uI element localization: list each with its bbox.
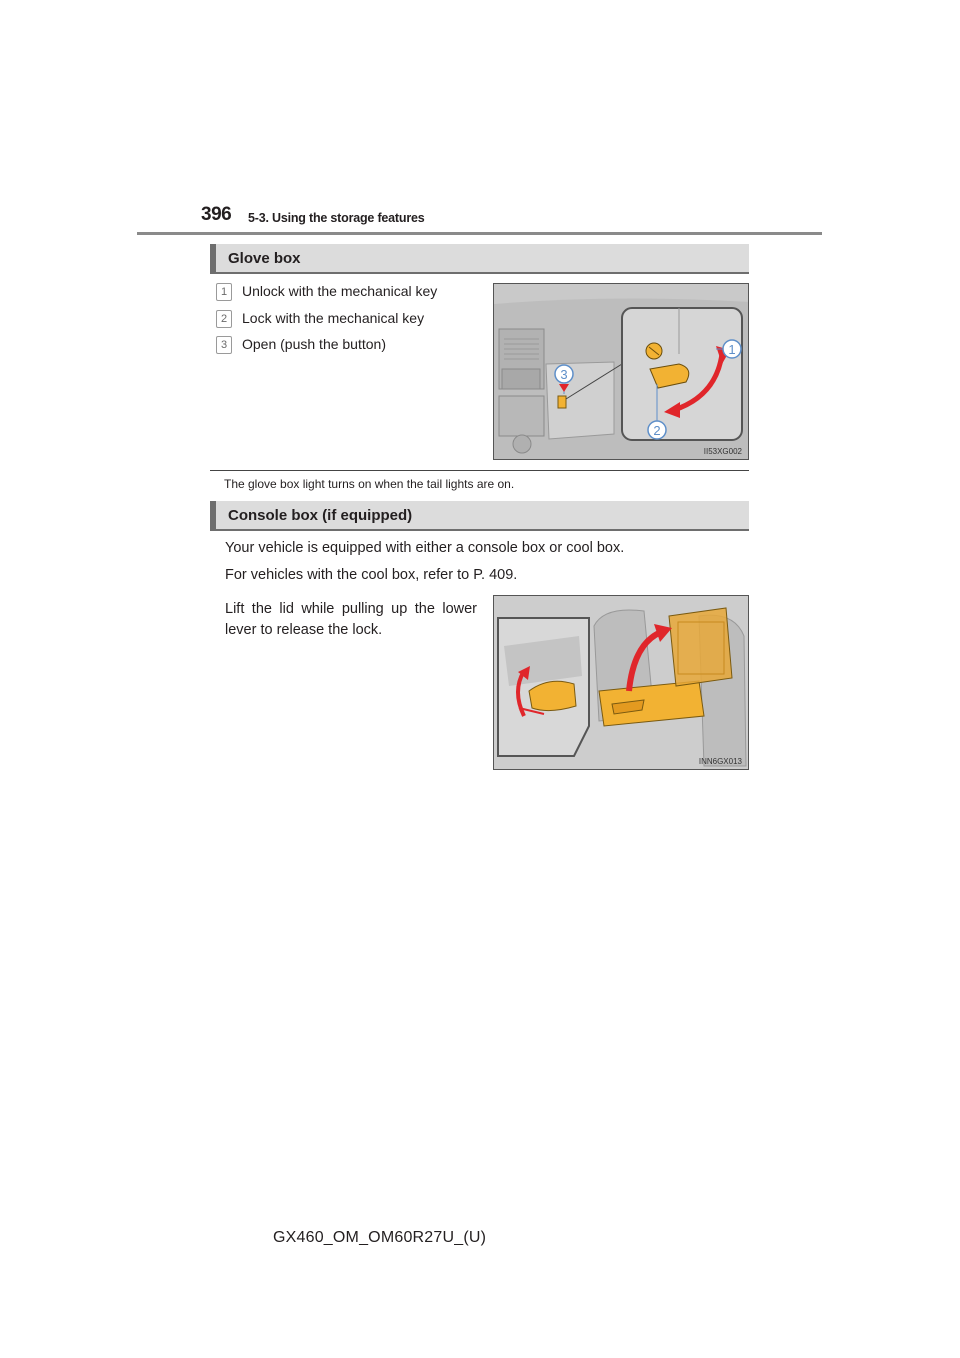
- console-box-intro: Your vehicle is equipped with either a console box or cool box.: [225, 540, 625, 556]
- document-id: GX460_OM_OM60R27U_(U): [273, 1229, 487, 1246]
- section-header: 5-3. Using the storage features: [248, 211, 425, 225]
- step-text: Open (push the button): [242, 336, 386, 352]
- step-number-badge: 3: [216, 336, 232, 354]
- figure-code: II53XG002: [703, 447, 742, 456]
- glove-box-heading-rule: [210, 272, 749, 274]
- console-box-title: Console box (if equipped): [228, 507, 413, 524]
- glove-box-figure: [493, 283, 749, 460]
- glove-box-heading: [210, 244, 749, 272]
- console-box-heading-rule: [210, 529, 749, 531]
- console-box-figure: [493, 595, 749, 770]
- console-box-illustration: [494, 596, 749, 770]
- figure-code: INN6GX013: [698, 757, 742, 766]
- glove-box-title: Glove box: [228, 250, 301, 267]
- callout-2-label: 2: [653, 423, 661, 438]
- console-box-reference: For vehicles with the cool box, refer to P. 409.: [225, 567, 518, 583]
- console-box-description: Lift the lid while pulling up the lower lever to release the lock.: [225, 601, 477, 638]
- glove-box-note: The glove box light turns on when the tail lights are on.: [224, 477, 515, 491]
- glove-step-1: [216, 283, 438, 301]
- step-number-badge: 1: [216, 283, 232, 301]
- page-number: 396: [201, 204, 232, 225]
- step-text: Unlock with the mechanical key: [242, 283, 438, 299]
- step-text: Lock with the mechanical key: [242, 310, 425, 326]
- glove-box-illustration: [494, 284, 749, 460]
- callout-1-label: 1: [728, 342, 736, 357]
- glove-step-2: [216, 310, 425, 328]
- note-rule: [210, 470, 749, 471]
- callout-3-label: 3: [560, 367, 568, 382]
- console-box-heading: [210, 501, 749, 529]
- header-rule: [137, 232, 822, 235]
- step-number-badge: 2: [216, 310, 232, 328]
- glove-step-3: [216, 336, 386, 354]
